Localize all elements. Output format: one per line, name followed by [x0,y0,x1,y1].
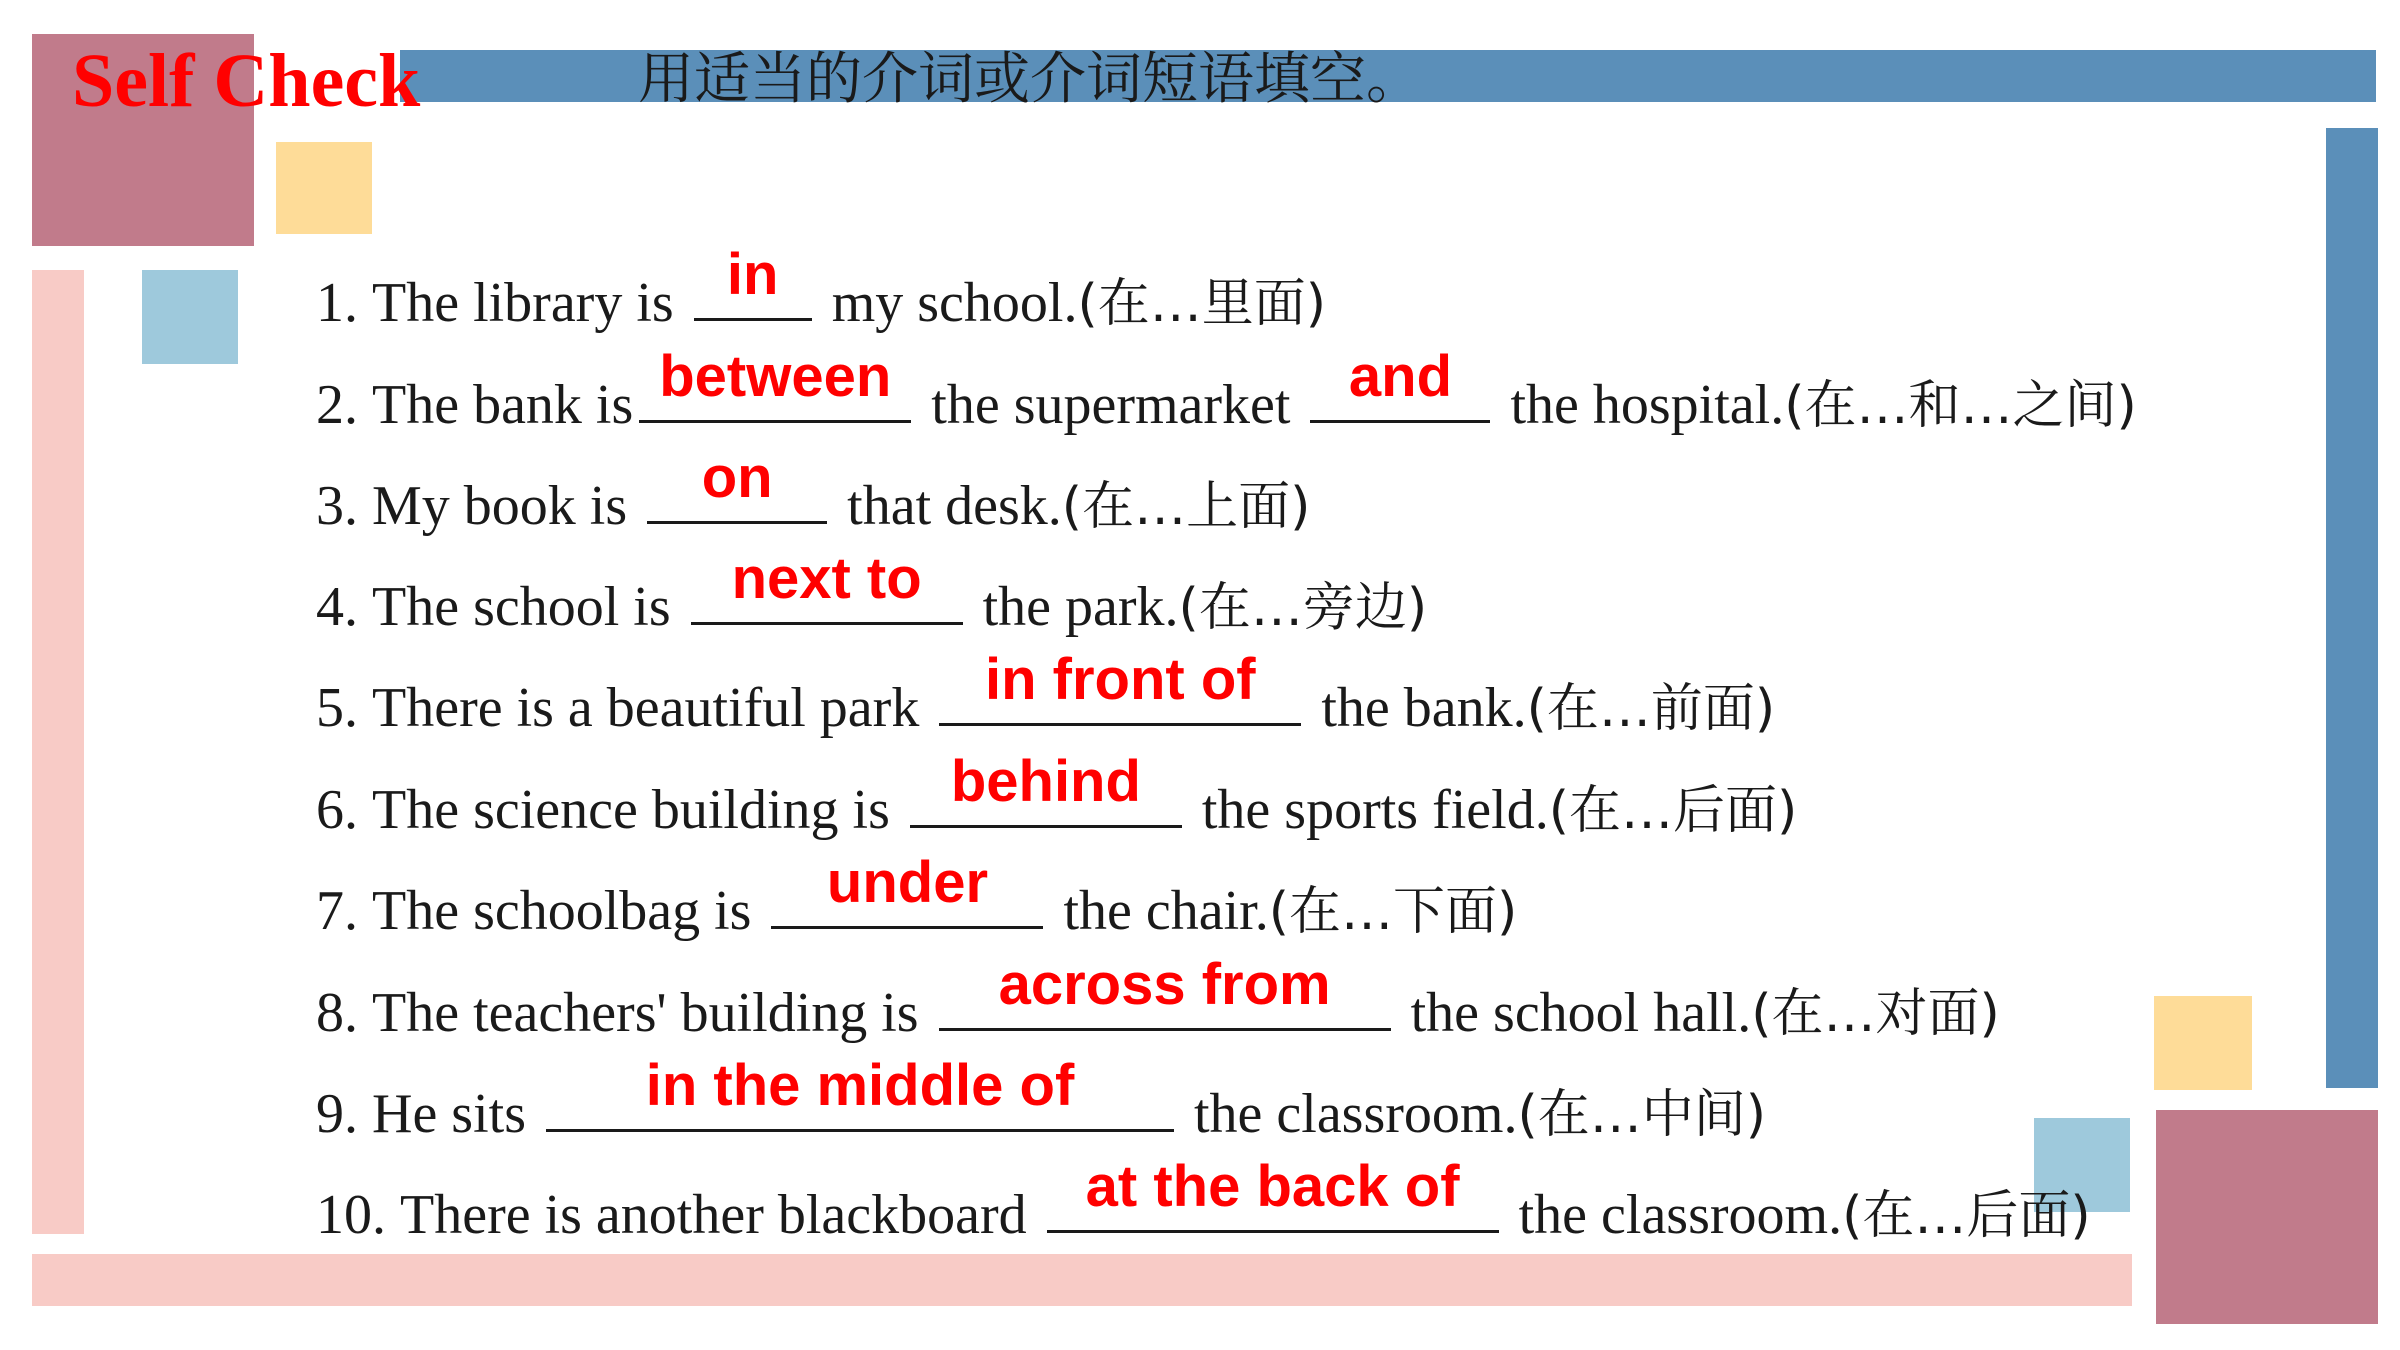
exercise-7 [316,850,1518,948]
answer-blank[interactable] [691,546,963,625]
sentence-text: the school hall. [1396,982,1752,1044]
exercise-number: 5. [316,677,358,739]
answer-text: on [701,445,773,510]
exercise-number: 2. [316,374,358,436]
top-yellow-square [276,142,372,234]
sentence-text: the bank. [1307,677,1527,739]
chinese-hint: (在…后面) [1548,781,1798,841]
answer-blank[interactable] [639,344,911,423]
sentence-text: The library is [372,272,688,334]
answer-text: between [659,344,892,409]
exercise-5 [316,647,1776,745]
answer-text: in front of [985,647,1256,712]
exercise-4 [316,546,1428,644]
answer-text: next to [731,546,922,611]
answer-text: and [1348,344,1453,409]
answer-text: in [726,242,779,307]
exercise-3 [316,445,1311,543]
chinese-hint: (在…前面) [1526,679,1776,739]
answer-blank[interactable] [1310,344,1490,423]
exercise-number: 10. [316,1184,386,1246]
exercise-8 [316,952,2000,1050]
chinese-hint: (在…对面) [1751,984,2000,1044]
chinese-hint: (在…里面) [1077,274,1327,334]
bottom-right-rose-square [2156,1110,2378,1324]
answer-blank[interactable] [910,749,1182,828]
answer-blank[interactable] [694,242,812,321]
sentence-text: There is another blackboard [400,1184,1041,1246]
right-yellow-square [2154,996,2252,1090]
answer-blank[interactable] [546,1053,1174,1132]
sentence-text: The teachers' building is [372,982,933,1044]
chinese-hint: (在…上面) [1061,477,1311,537]
answer-text: in the middle of [645,1053,1075,1118]
answer-text: under [826,850,989,915]
exercise-number: 3. [316,475,358,537]
answer-blank[interactable] [771,850,1043,929]
sentence-text: He sits [372,1083,540,1145]
answer-text: behind [950,749,1141,814]
answer-blank[interactable] [647,445,827,524]
exercise-number: 1. [316,272,358,334]
answer-text: across from [998,952,1331,1017]
sentence-text: that desk. [833,475,1062,537]
exercise-6 [316,749,1798,847]
sentence-text: The bank is [372,374,634,436]
chinese-hint: (在…下面) [1268,882,1518,942]
exercise-2 [316,344,2137,442]
answer-blank[interactable] [939,647,1301,726]
sentence-text: the sports field. [1187,779,1549,841]
instruction-text: 用适当的介词或介词短语填空。 [638,47,1422,112]
exercise-number: 4. [316,576,358,638]
answer-blank[interactable] [939,952,1391,1031]
exercise-number: 7. [316,880,358,942]
sentence-text: The school is [372,576,685,638]
exercise-10 [316,1154,2091,1252]
exercise-9 [316,1053,1767,1151]
exercise-number: 8. [316,982,358,1044]
sentence-text: the supermarket [917,374,1305,436]
chinese-hint: (在…旁边) [1178,578,1428,638]
exercise-1 [316,242,1327,340]
sentence-text: the hospital. [1496,374,1785,436]
exercise-number: 9. [316,1083,358,1145]
sentence-text: the park. [968,576,1179,638]
exercise-number: 6. [316,779,358,841]
sentence-text: The schoolbag is [372,880,766,942]
sentence-text: The science building is [372,779,904,841]
sentence-text: my school. [817,272,1078,334]
chinese-hint: (在…和…之间) [1784,376,2137,436]
sentence-text: the chair. [1049,880,1269,942]
sentence-text: There is a beautiful park [372,677,934,739]
sentence-text: the classroom. [1504,1184,1843,1246]
chinese-hint: (在…后面) [1842,1186,2091,1246]
left-light-blue-square [142,270,238,364]
left-pink-bar [32,270,84,1234]
answer-text: at the back of [1085,1154,1460,1219]
sentence-text: the classroom. [1180,1083,1518,1145]
sentence-text: My book is [372,475,642,537]
right-blue-bar [2326,128,2378,1088]
page-title: Self Check [72,39,421,123]
answer-blank[interactable] [1047,1154,1499,1233]
bottom-pink-bar [32,1254,2132,1306]
chinese-hint: (在…中间) [1517,1085,1767,1145]
